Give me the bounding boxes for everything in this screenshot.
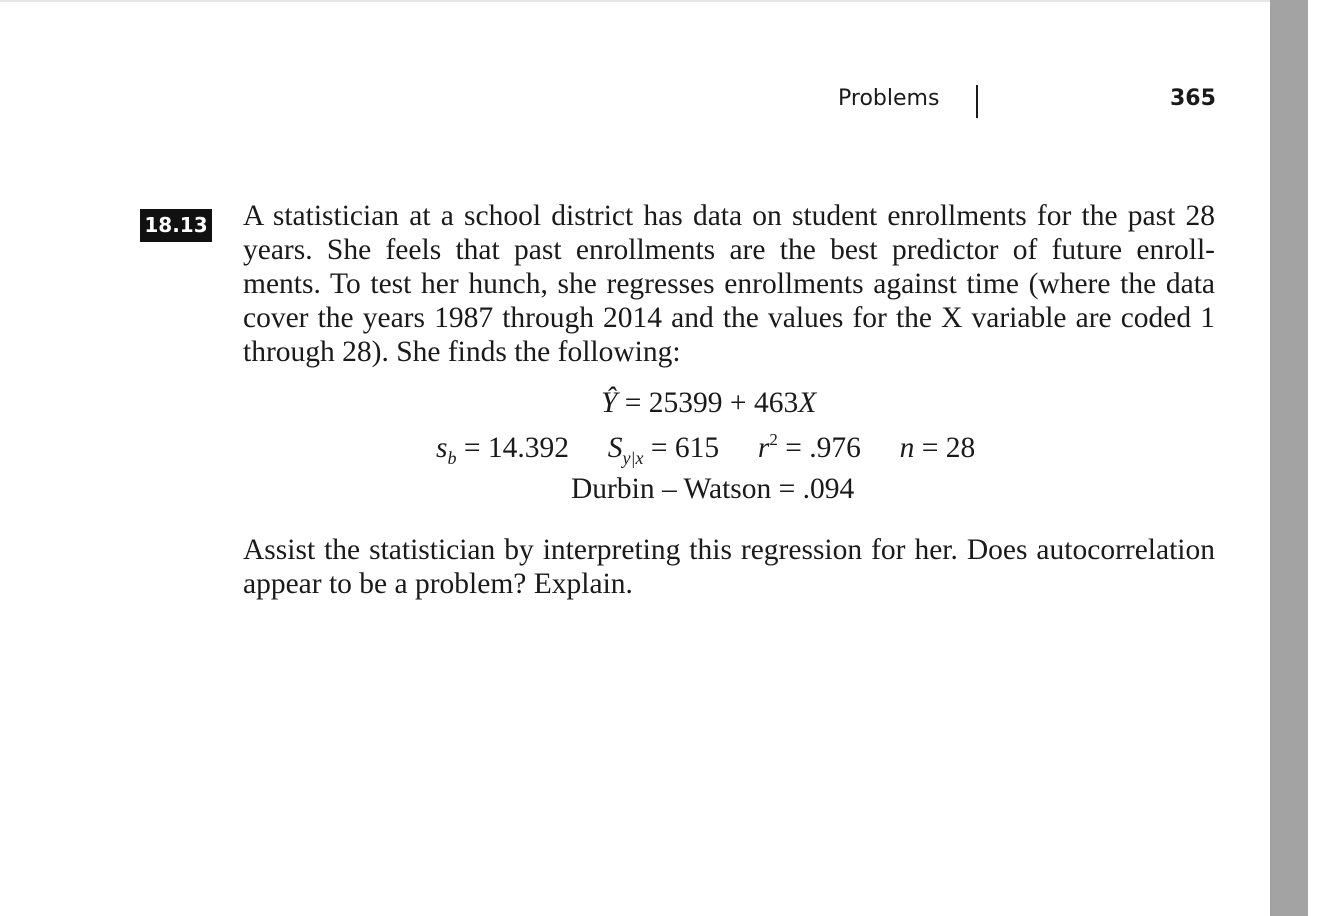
n-symbol: n (899, 432, 915, 464)
running-head: Problems (838, 86, 940, 111)
syx-value: = 615 (650, 432, 720, 464)
sb-subscript: b (447, 448, 457, 468)
problem-question: Assist the statistician by interpreting this regression for her. Does autocorrelation appear to be a problem? Explain. (243, 534, 1215, 600)
top-border (0, 0, 1270, 2)
problem-number-badge: 18.13 (140, 209, 212, 242)
y-hat-symbol: Ŷ (601, 387, 618, 419)
scrollbar[interactable] (1270, 0, 1308, 916)
sb-value: = 14.392 (463, 432, 569, 464)
syx-symbol: S (607, 432, 623, 464)
r2-value: = .976 (785, 432, 861, 464)
page-number: 365 (1170, 86, 1216, 111)
problem-statement: A statistician at a school district has data on student enrollments for the past 28 years. She feels that past enrollments are the best predictor of future enroll- ments. To test her hunch, she regresses enrollments against time (where the data cover the years 1987 through 2014 and the values for the X variable are coded 1 through 28). She finds the following: (243, 200, 1215, 368)
regression-equation (601, 387, 816, 420)
equation-rhs: = 25399 + 463 (624, 387, 799, 419)
sb-symbol: s (436, 432, 448, 464)
x-variable: X (798, 387, 817, 419)
n-value: = 28 (921, 432, 976, 464)
header-divider (976, 85, 978, 118)
durbin-watson-statistic: Durbin – Watson = .094 (571, 473, 855, 505)
r-exponent: 2 (769, 430, 778, 449)
scrollbar-edge (1308, 0, 1320, 916)
regression-statistics (436, 430, 975, 469)
r-symbol: r (757, 432, 770, 464)
syx-subscript: y|x (622, 448, 644, 468)
